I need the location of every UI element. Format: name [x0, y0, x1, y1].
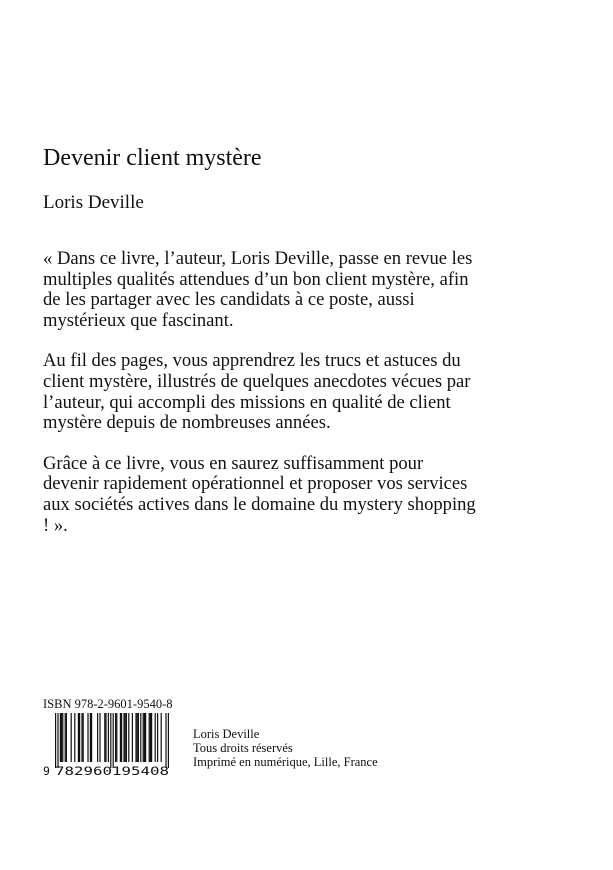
barcode-bar: [57, 713, 58, 768]
barcode-bar: [168, 713, 169, 768]
barcode-bar: [116, 713, 117, 762]
barcode-bar: [165, 713, 166, 768]
back-cover-blurb: [43, 249, 483, 556]
imprint-printing: Imprimé en numérique, Lille, France: [193, 755, 378, 769]
barcode-bar: [155, 713, 156, 762]
barcode-bar: [149, 713, 150, 762]
barcode-bar: [123, 713, 124, 762]
book-title: Devenir client mystère: [43, 145, 262, 171]
barcode-bar: [61, 713, 62, 762]
barcode-bar: [66, 713, 67, 762]
barcode-bar: [81, 713, 82, 762]
barcode-bar: [55, 713, 56, 768]
barcode-bar: [144, 713, 145, 762]
isbn-label: ISBN 978-2-9601-9540-8: [43, 697, 173, 711]
barcode-bar: [99, 713, 100, 762]
barcode-bar: [120, 713, 121, 762]
isbn-barcode: [43, 713, 171, 777]
barcode-bar: [126, 713, 127, 762]
barcode-bar: [110, 713, 111, 768]
barcode-bar: [115, 713, 116, 762]
barcode-icon: [43, 713, 171, 777]
blurb-paragraph: « Dans ce livre, l’auteur, Loris Deville, passe en revue les multiples qualités attendues d’un bon client mystère, afin de les partager avec les candidats à ce poste, aussi mystérieux que fascinant.: [43, 248, 473, 331]
barcode-bar: [140, 713, 141, 762]
barcode-bar: [132, 713, 133, 762]
barcode-bar: [113, 713, 114, 768]
barcode-bar: [60, 713, 61, 762]
barcode-bar: [138, 713, 139, 762]
imprint-rights: Tous droits réservés: [193, 741, 293, 755]
barcode-bar: [145, 713, 146, 762]
barcode-bar: [74, 713, 75, 762]
barcode-bar: [105, 713, 106, 762]
barcode-bar: [79, 713, 80, 762]
barcode-bar: [150, 713, 151, 762]
barcode-bar: [71, 713, 72, 762]
barcode-bar: [108, 713, 109, 762]
barcode-bar: [157, 713, 158, 762]
barcode-bar: [135, 713, 136, 762]
barcode-bar: [121, 713, 122, 762]
barcode-bar: [87, 713, 88, 762]
book-author: Loris Deville: [43, 192, 144, 213]
barcode-bar: [137, 713, 138, 762]
imprint-author: Loris Deville: [193, 727, 260, 741]
barcode-bar: [62, 713, 63, 762]
imprint-block: [193, 727, 378, 769]
barcode-bar: [90, 713, 91, 762]
barcode-bar: [161, 713, 162, 762]
barcode-first-digit: 9: [43, 764, 50, 777]
barcode-bar: [78, 713, 79, 762]
barcode-bar: [143, 713, 144, 762]
blurb-paragraph: Grâce à ce livre, vous en saurez suffisamment pour devenir rapidement opérationnel et proposer vos services aux sociétés actives dans le domaine du mystery shopping ! ».: [43, 452, 476, 536]
barcode-bar: [97, 713, 98, 762]
barcode-bar: [65, 713, 66, 762]
barcode-bar: [151, 713, 152, 762]
barcode-bar: [128, 713, 129, 762]
barcode-digits: 782960195408: [55, 764, 170, 777]
barcode-bar: [104, 713, 105, 762]
barcode-bar: [83, 713, 84, 762]
barcode-bar: [91, 713, 92, 762]
barcode-bar: [125, 713, 126, 762]
blurb-paragraph: Au fil des pages, vous apprendrez les trucs et astuces du client mystère, illustrés de quelques anecdotes vécues par l’auteur, qui accompli des missions en qualité de client mystère depuis de nombreuses années.: [43, 350, 471, 434]
